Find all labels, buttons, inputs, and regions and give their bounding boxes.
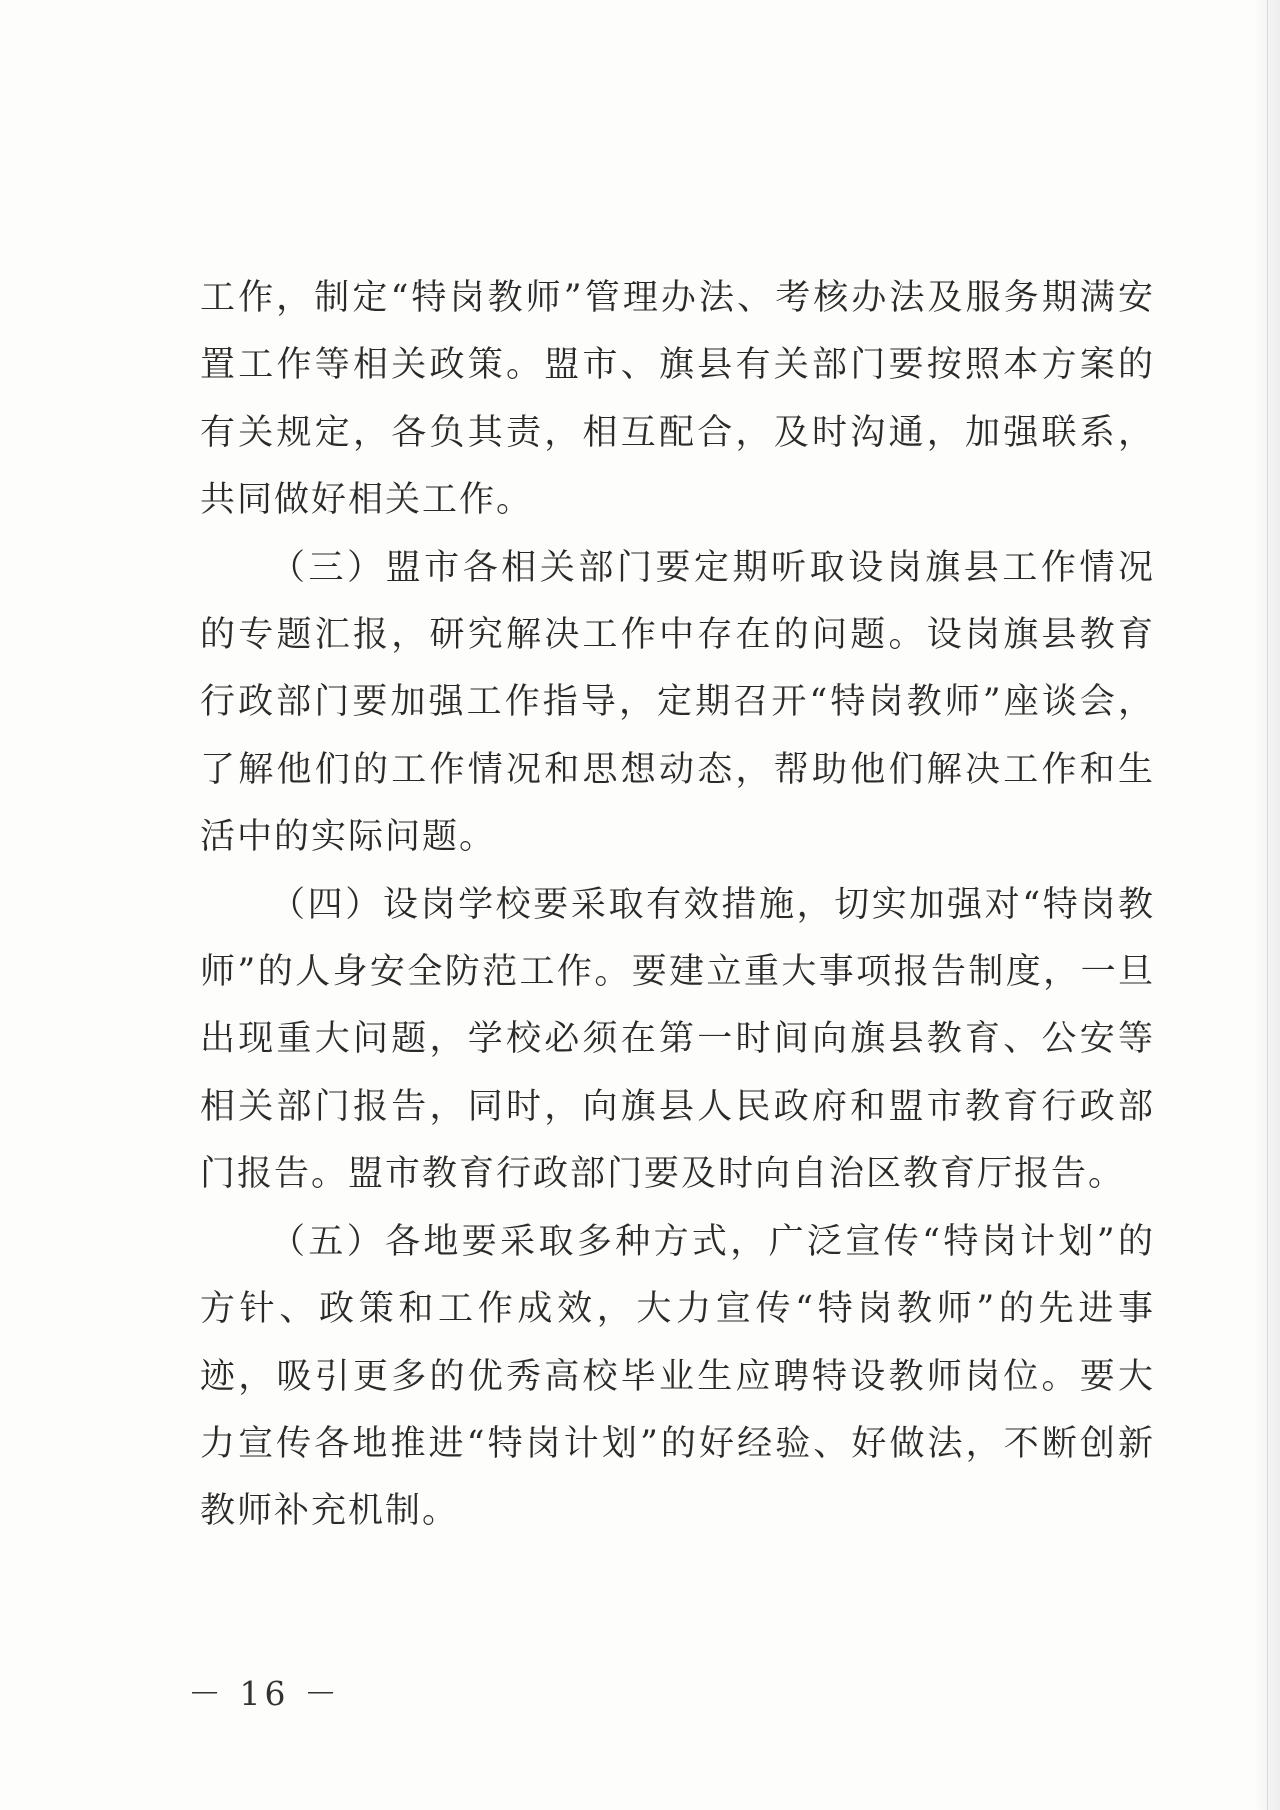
- document-body: [200, 265, 1155, 1546]
- paragraph-continuation: 工作，制定“特岗教师”管理办法、考核办法及服务期满安置工作等相关政策。盟市、旗县有关部门要按照本方案的有关规定，各负其责，相互配合，及时沟通，加强联系，共同做好相关工作。: [200, 278, 1155, 521]
- paragraph-section-5: （五）各地要采取多种方式，广泛宣传“特岗计划”的方针、政策和工作成效，大力宣传“特岗教师”的先进事迹，吸引更多的优秀高校毕业生应聘特设教师岗位。要大力宣传各地推进“特岗计划”的好经验、好做法，不断创新教师补充机制。: [200, 1221, 1155, 1532]
- paragraph-section-4: （四）设岗学校要采取有效措施，切实加强对“特岗教师”的人身安全防范工作。要建立重大事项报告制度，一旦出现重大问题，学校必须在第一时间向旗县教育、公安等相关部门报告，同时，向旗县人民政府和盟市教育行政部门报告。盟市教育行政部门要及时向自治区教育厅报告。: [200, 884, 1155, 1195]
- page-edge-line: [1267, 0, 1268, 1810]
- page-number: － 16 －: [188, 1674, 341, 1713]
- paragraph-section-3: （三）盟市各相关部门要定期听取设岗旗县工作情况的专题汇报，研究解决工作中存在的问题。设岗旗县教育行政部门要加强工作指导，定期召开“特岗教师”座谈会，了解他们的工作情况和思想动态，帮助他们解决工作和生活中的实际问题。: [200, 547, 1155, 858]
